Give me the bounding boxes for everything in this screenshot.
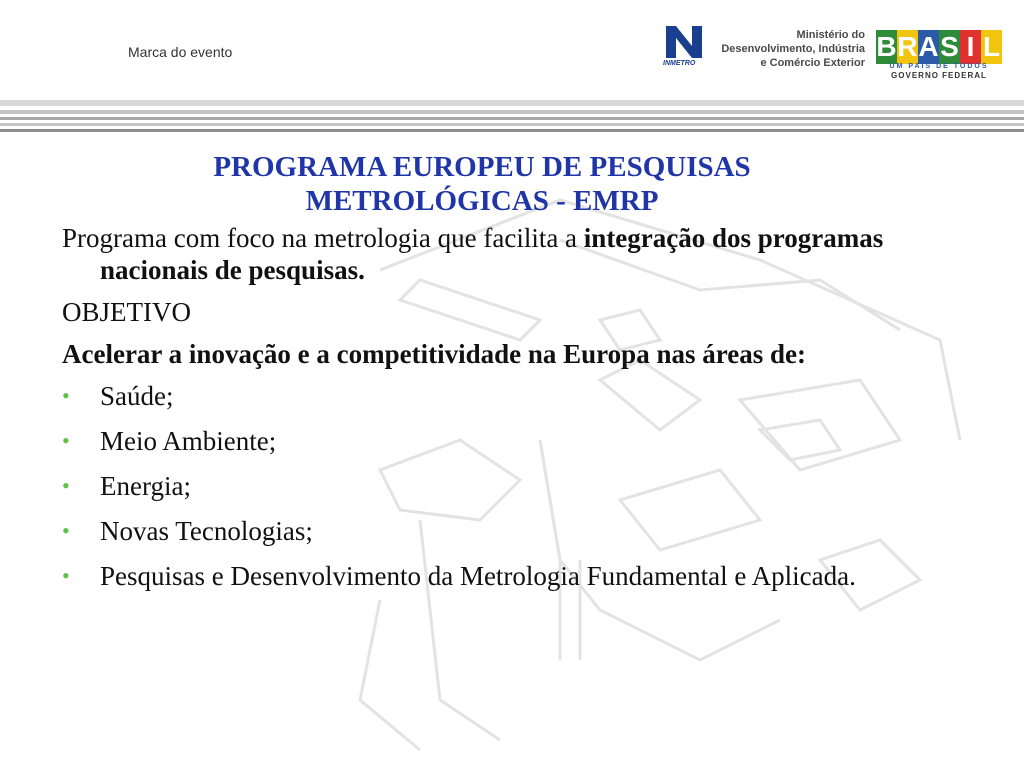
header-divider-stripes [0, 100, 1024, 134]
list-item-text: Meio Ambiente; [100, 426, 277, 456]
slide-title-line: METROLÓGICAS - EMRP [305, 185, 659, 217]
list-item-text: Saúde; [100, 381, 174, 411]
event-mark-label: Marca do evento [128, 44, 233, 60]
objective-text: Acelerar a inovação e a competitividade na Europa nas áreas de: [62, 339, 806, 369]
bullet-icon: • [62, 383, 70, 408]
ministry-line: Desenvolvimento, Indústria [721, 43, 865, 55]
brasil-logo-letters [876, 30, 1002, 64]
bullet-icon: • [62, 428, 70, 453]
ministry-line: e Comércio Exterior [760, 57, 865, 69]
brasil-letter: L [982, 31, 1001, 62]
governo-federal-label: GOVERNO FEDERAL [891, 71, 987, 80]
slide-title [62, 150, 902, 218]
brasil-letter: A [918, 31, 939, 62]
areas-list [62, 380, 962, 592]
brasil-tagline: UM PAÍS DE TODOS [889, 63, 989, 70]
bullet-icon: • [62, 518, 70, 543]
ministry-name [708, 28, 865, 70]
objective-heading: OBJETIVO [62, 297, 191, 327]
brasil-letter: I [960, 30, 981, 64]
slide-content [62, 150, 962, 605]
brasil-letter: B [876, 31, 897, 62]
bullet-icon: • [62, 563, 70, 588]
bullet-icon: • [62, 473, 70, 498]
list-item [62, 380, 962, 412]
list-item-text: Novas Tecnologias; [100, 516, 313, 546]
list-item [62, 560, 962, 592]
list-item-text: Energia; [100, 471, 191, 501]
list-item-text: Pesquisas e Desenvolvimento da Metrologia Fundamental e Aplicada. [100, 561, 856, 591]
list-item [62, 470, 962, 502]
intro-text: Programa com foco na metrologia que facilita a [62, 223, 584, 253]
inmetro-label: INMETRO [663, 60, 696, 67]
ministry-line: Ministério do [796, 29, 865, 41]
intro-paragraph [62, 222, 962, 286]
brasil-letter: R [897, 31, 918, 62]
brasil-logo [876, 30, 1002, 78]
slide-title-line: PROGRAMA EUROPEU DE PESQUISAS [213, 151, 751, 183]
header-bar [0, 0, 1024, 100]
brasil-letter: S [940, 31, 959, 62]
intro-emphasis: integração dos programas nacionais de pesquisas. [100, 223, 884, 285]
list-item [62, 515, 962, 547]
list-item [62, 425, 962, 457]
